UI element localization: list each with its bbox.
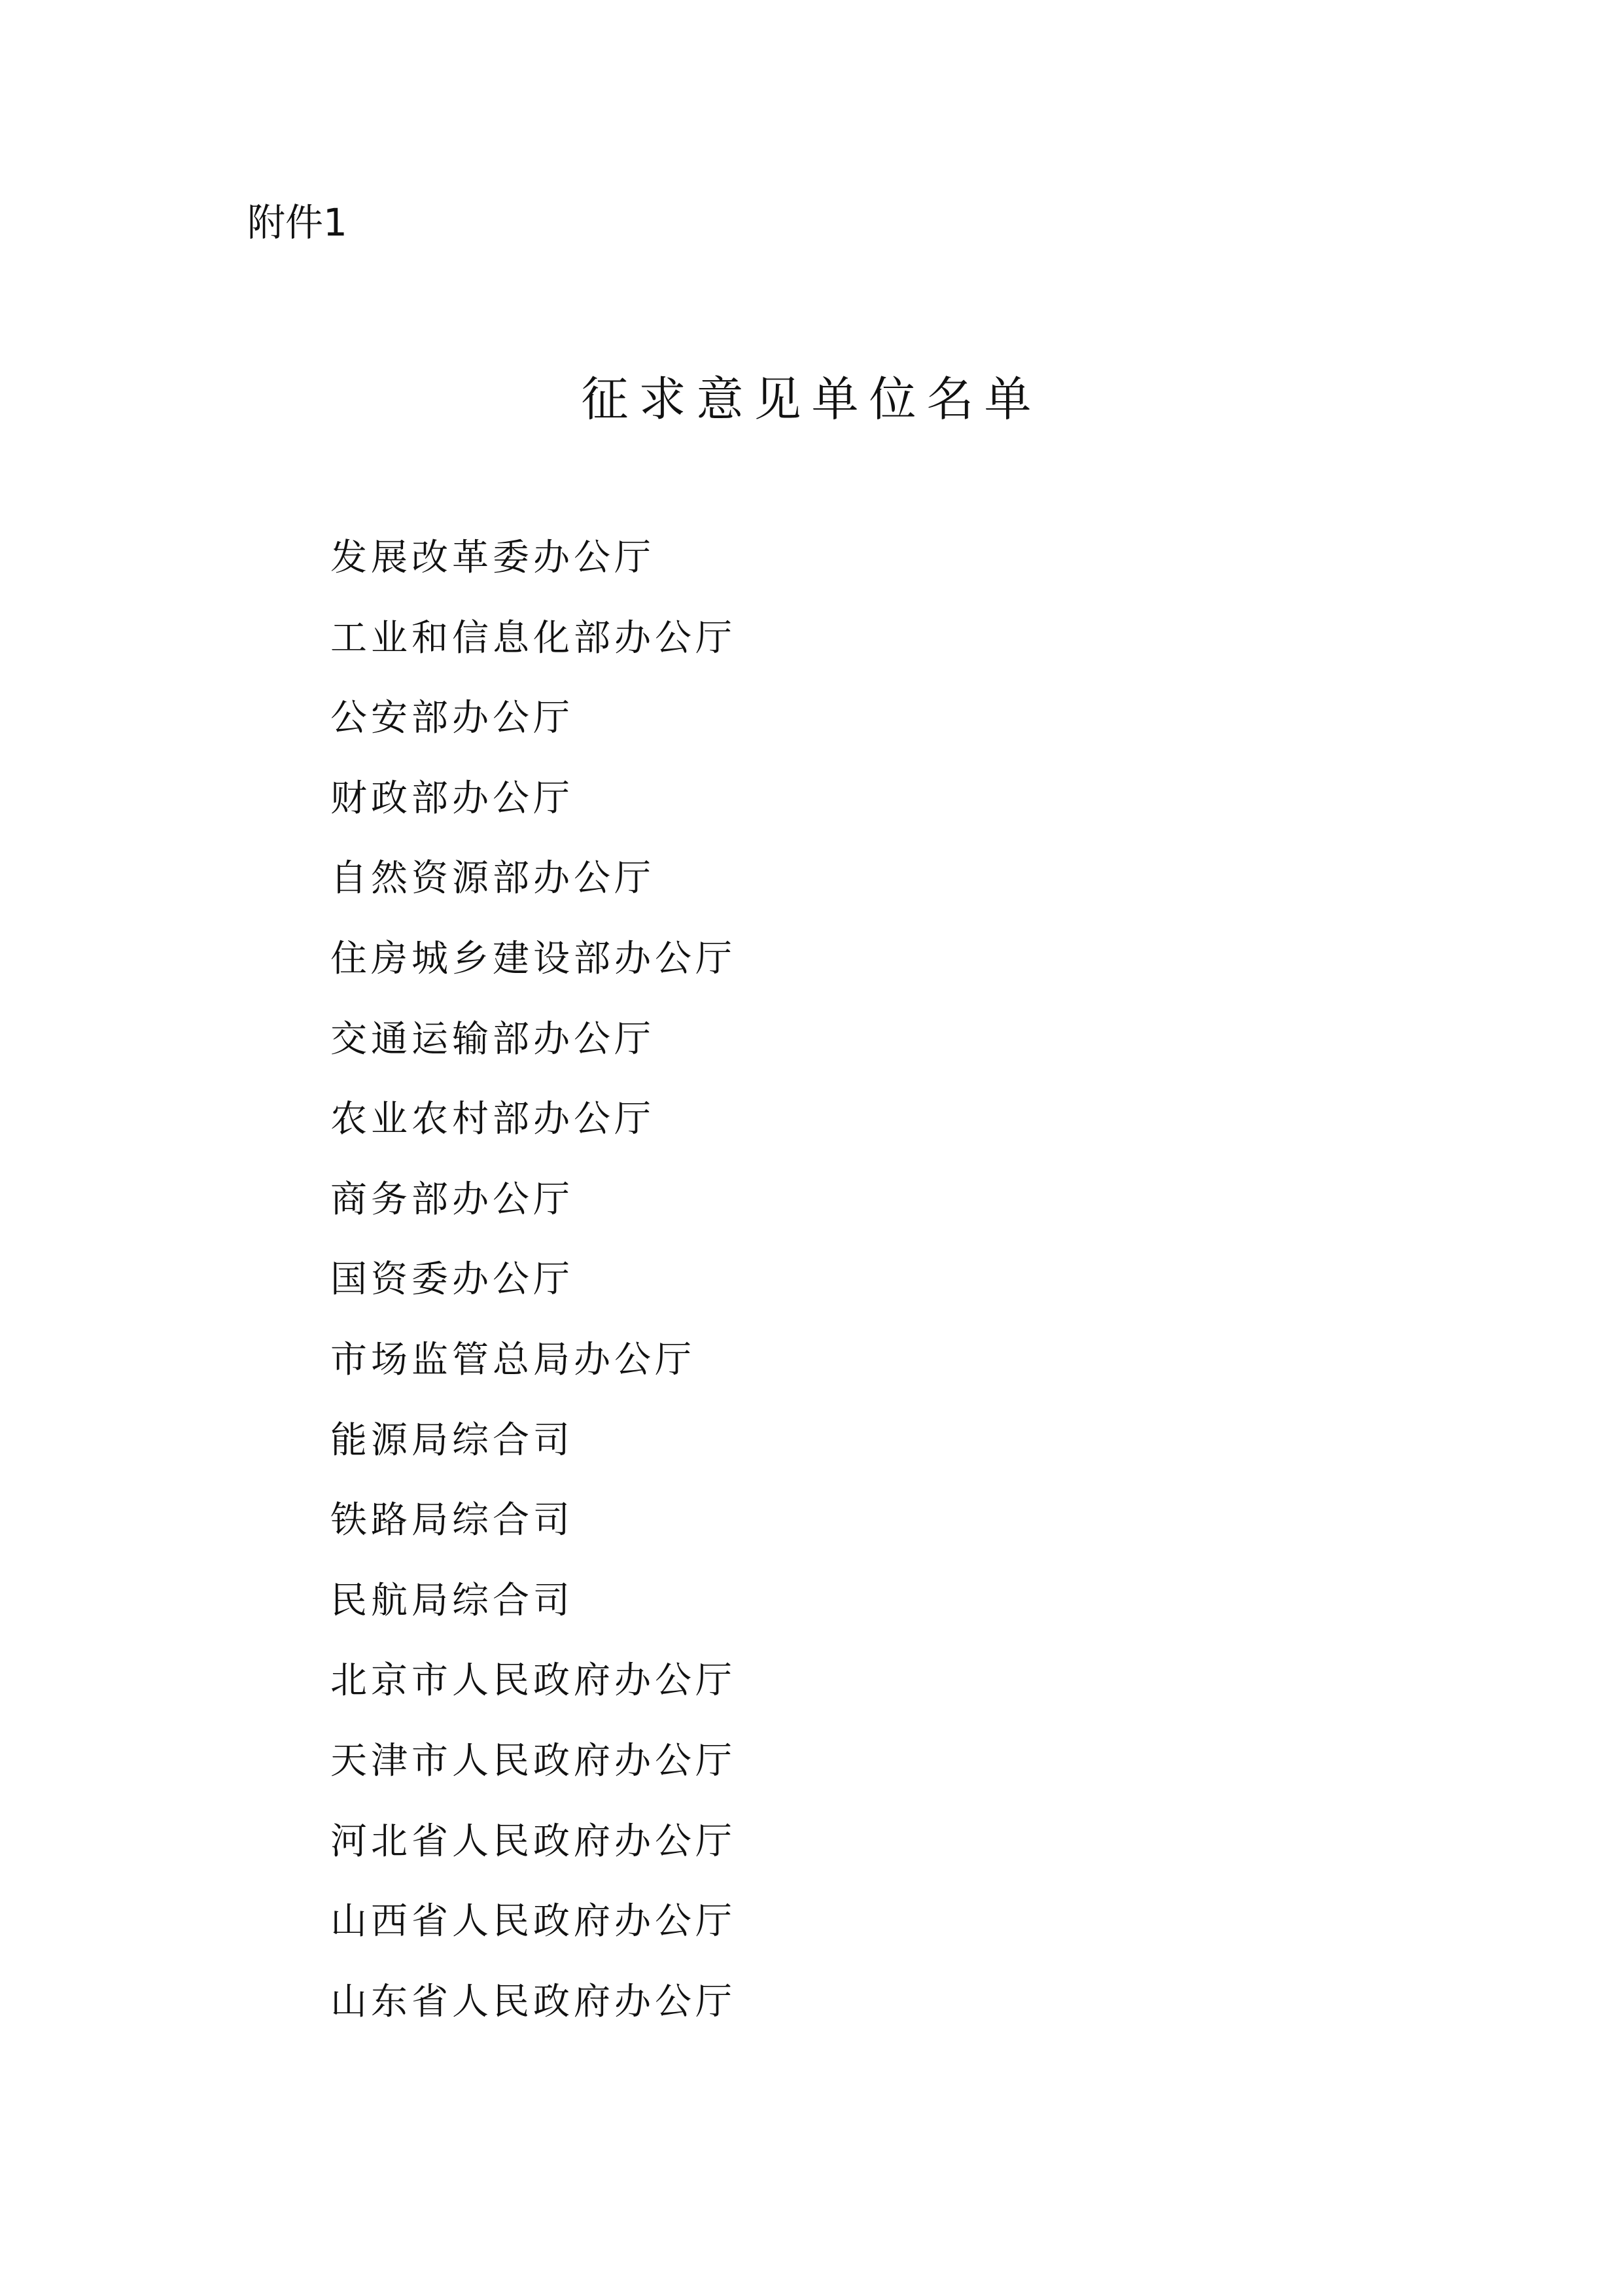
list-item: 工业和信息化部办公厅 — [330, 616, 736, 660]
organization-list — [330, 529, 736, 2053]
list-item: 发展改革委办公厅 — [330, 537, 655, 579]
list-item: 山东省人民政府办公厅 — [330, 1980, 736, 2023]
list-item: 河北省人民政府办公厅 — [330, 1820, 736, 1863]
list-item: 铁路局综合司 — [330, 1499, 574, 1542]
list-item: 国资委办公厅 — [330, 1258, 574, 1301]
list-item: 山西省人民政府办公厅 — [330, 1900, 736, 1943]
page-title: 征求意见单位名单 — [581, 372, 1042, 427]
list-item: 民航局综合司 — [330, 1579, 574, 1622]
list-item: 农业农村部办公厅 — [330, 1098, 655, 1141]
list-item: 公安部办公厅 — [330, 697, 574, 740]
list-item: 北京市人民政府办公厅 — [330, 1659, 736, 1703]
list-item: 商务部办公厅 — [330, 1178, 574, 1221]
attachment-label: 附件1 — [247, 200, 347, 245]
list-item: 天津市人民政府办公厅 — [330, 1739, 736, 1782]
list-item: 交通运输部办公厅 — [330, 1017, 655, 1061]
list-item: 财政部办公厅 — [330, 777, 574, 820]
list-item: 市场监管总局办公厅 — [330, 1338, 695, 1381]
list-item: 能源局综合司 — [330, 1419, 574, 1462]
list-item: 自然资源部办公厅 — [330, 857, 655, 900]
list-item: 住房城乡建设部办公厅 — [330, 937, 736, 980]
